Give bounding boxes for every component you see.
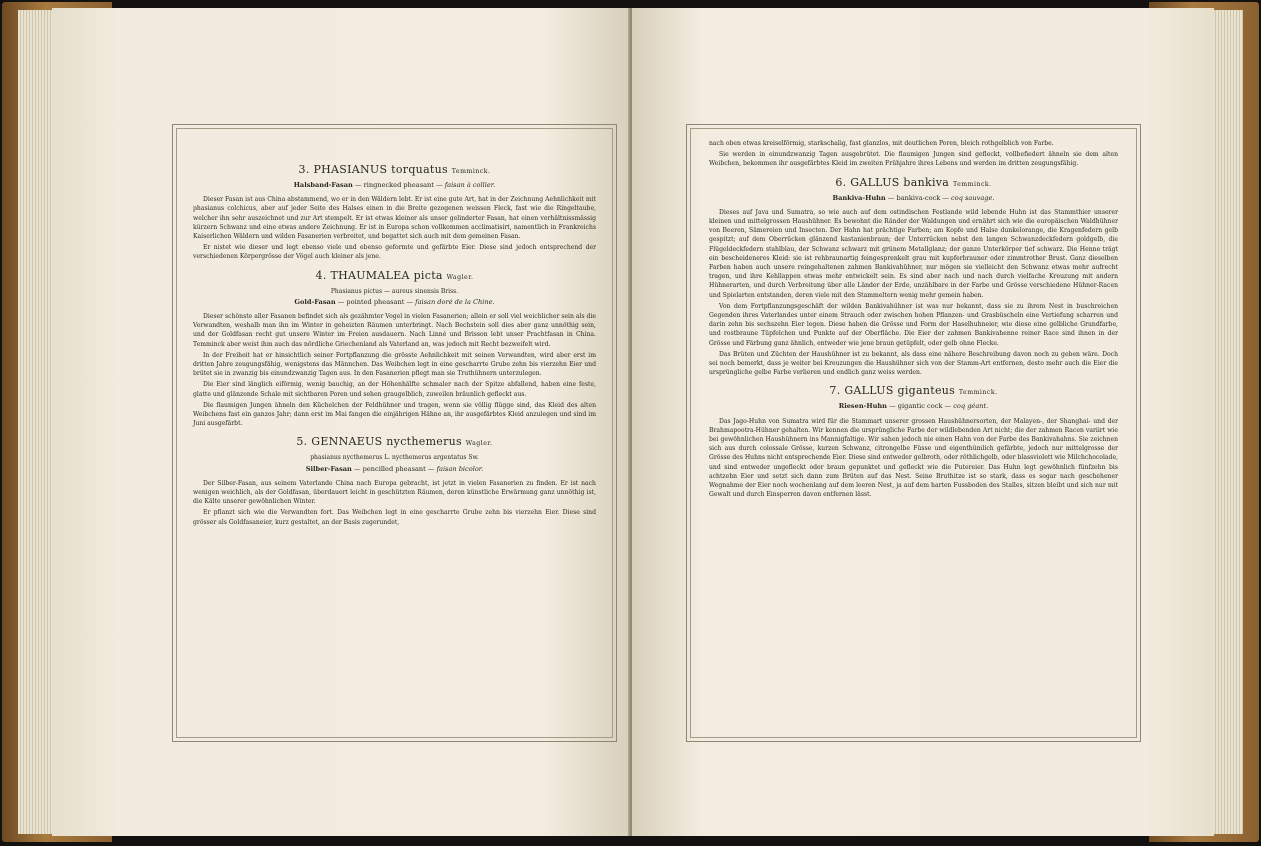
body-paragraph: Dieser schönste aller Fasanen befindet sich als gezähmter Vogel in vielen Fasanerien; allein er soll viel weichlicher sein als die Verwandten, weshalb man ihn im Winter in geheizten Räumen unterbringt. Nach Bechstein soll dies aber ganz unnöthig sein, und der Goldfasan recht gut unsere Winter im Freien ausdauern. Nach Linné und Brisson lebt unser Prachtfasan in China. Temminck aber weist ihm auch das nördliche Griechenland als Vaterland an, was jedoch mit Recht bezweifelt wird. [193, 313, 596, 348]
body-paragraph: Der Silber-Fasan, aus seinem Vaterlande China nach Europa gebracht, ist jetzt in vielen Fasanerien zu finden. Er ist nach wenigen weichlich, als der Goldfasan, überdauert leicht in geschützten Räumen, deren künstliche Erwärmung ganz unnöthig ist, die Kälte unserer gewöhnlichen Winter. [193, 479, 596, 506]
species-epithet: torquatus [391, 163, 448, 176]
english-name: bankiva-cock [896, 193, 941, 202]
german-name: Silber-Fasan [305, 464, 352, 473]
french-name: coq sauvage. [951, 193, 995, 202]
body-paragraph: nach oben etwas kreiselförmig, starkschalig, fast glanzlos, mit deutlichen Poren, bleich rothgelblich von Farbe. [709, 140, 1054, 147]
species-number: 4. [315, 268, 327, 282]
species-heading [193, 163, 596, 179]
body-paragraph: Dieser Fasan ist aus China abstammend, wo er in den Wäldern lebt. Er ist eine gute Art, hat in der Zeichnung Aehnlichkeit mit phasianus colchicus, aber auf jeder Seite des Halses einen in die Breite gezogenen weissen Fleck, fast wie die Ringeltaube, welcher ihn sehr auszeichnet und zur Art stempelt. Er ist etwas kleiner als unser gelinderter Fasan, hat einen verhältnissmässig kürzern Schwanz und eine etwas andere Zeichnung. Er ist in Europa schon vollkommen acclimatisirt, namentlich in Frankreichs Kaiserlichen Wäldern und wilden Fasanerien verbreitet, und begattet sich auch mit dem gemeinen Fasan. [193, 196, 596, 241]
species-genus: GALLUS [850, 175, 900, 189]
species-synonym: Phasianus pictus — aureus sinensis Briss. [330, 287, 459, 295]
common-names: Halsband-Fasan — ringnecked pheasant — faisan à collier. [293, 181, 496, 189]
right-page [632, 8, 1214, 836]
species-author: Wagler. [465, 440, 493, 448]
species-heading [193, 269, 596, 285]
species-section [193, 269, 596, 429]
common-names: Riesen-Huhn — gigantic cock — coq géant. [838, 402, 989, 411]
species-epithet: giganteus [897, 384, 956, 398]
species-author: Wagler. [446, 273, 474, 281]
german-name: Gold-Fasan [294, 297, 336, 306]
common-names: Bankiva-Huhn — bankiva-cock — coq sauvage. [832, 193, 995, 202]
species-number: 6. [835, 175, 847, 189]
species-genus: GENNAEUS [311, 435, 383, 449]
species-number: 3. [298, 163, 310, 176]
left-page-frame [172, 124, 617, 742]
species-genus: GALLUS [844, 384, 894, 398]
body-paragraph: Dieses auf Java und Sumatra, so wie auch auf dem ostindischen Festlande wild lebende Huhn ist das Stammthier unserer kleinen und mittelgrossen Haushühner. Es bewohnt die Ränder der Waldungen und ernährt sich wie die europäischen Waldhühner von Beeren, Sämereien und Insecten. Der Hahn hat prächtige Farben; am Kopfe und Halse dunkelorange, die Kragenfedern gelb gespitzt; auf dem Oberrücken glänzend kastanienbraun; der Unterrücken nebst den langen Schwanzdeckfedern goldgelb, die Flügeldeckfedern stahlblau, der Schwanz schwarz mit grünem Metallglanz; der ganze Unterkörper tief schwarz. Die Henne trägt ein bescheideneres Kleid: sie ist rehbraunartig feingesprenkelt grau mit kupferbrauner oder zimmtrother Brust. Ganz dieselben Farben haben auch unsere reingehaltenen zahmen Bankivahühner, nur mögen sie vielleicht den Schwanz etwas mehr aufrecht tragen, und ihre Kehllappen etwas mehr entwickelt sein. Es sind aber nach und nach durch vielfache Kreuzung mit andern Hühnerarten, und durch Verbreitung über alle Länder der Erde, unzählbare in der Farbe und Grösse verschiedene Hühner-Racen und Spielarten entstanden, deren viele mit den Stammeltern wenig mehr gemein haben. [709, 208, 1118, 299]
species-genus: THAUMALEA [330, 268, 410, 282]
english-name: pointed pheasant [346, 297, 405, 306]
french-name: faisan doré de la Chine. [415, 297, 495, 306]
species-section [193, 163, 596, 262]
right-page-frame [686, 124, 1141, 742]
left-page [52, 8, 630, 836]
species-heading [709, 384, 1118, 400]
german-name: Bankiva-Huhn [832, 193, 886, 202]
species-author: Temminck. [952, 180, 992, 188]
body-paragraph: Das Brüten und Züchten der Haushühner ist zu bekannt, als dass eine nähere Beschreibung davon noch zu geben wäre. Doch sei noch bemerkt, dass je weiter bei Kreuzungen die Haushühner sich von der Stamm-Art entfernen, desto mehr auch die Eier die ursprüngliche gelbe Farbe verlieren und endlich ganz weiss werden. [709, 350, 1118, 377]
body-paragraph: Sie werden in einundzwanzig Tagen ausgebrütet. Die flaumigen Jungen sind gefleckt, vollbefiedert ähneln sie dem alten Weibchen, bekommen ihr ausgefärbtes Kleid im zweiten Frühjahre ihres Lebens und werden im dritten zeugungsfähig. [709, 151, 1118, 168]
species-heading [193, 435, 596, 451]
species-epithet: bankiva [903, 175, 950, 189]
body-paragraph: Von dem Fortpflanzungsgeschäft der wilden Bankivahühner ist was nur bekannt, dass sie zu ihrem Nest in buschreichen Gegenden ihres Vaterlandes unter einem Strauch oder zwischen hohen Pflanzen- und Grasbüscheln eine Vertiefung scharren und darin zehn bis sechszehn Eier legen. Diese haben die Grösse und Form der Haselhuhneier, wie diese eine gelbliche Grundfarbe, und rostbraune Tüpfelchen und Punkte auf der Oberfläche. Die Eier der zahmen Bankivahenne reiner Race sind ihnen in der Grösse und Färbung ganz ähnlich, entweder wie jene braun getüpfelt, oder gelb ohne Flecke. [709, 302, 1118, 347]
german-name: Halsband-Fasan [293, 181, 353, 189]
english-name: gigantic cock [897, 402, 943, 411]
right-page-text [709, 139, 1118, 502]
common-names: Gold-Fasan — pointed pheasant — faisan doré de la Chine. [294, 297, 495, 306]
species-synonym: phasianus nycthemerus L. nycthemerus argentatus Sw. [310, 454, 479, 462]
english-name: ringnecked pheasant [363, 181, 434, 189]
english-name: pencilled pheasant [362, 464, 426, 473]
species-section [709, 384, 1118, 499]
left-page-text [193, 163, 596, 529]
species-number: 7. [829, 384, 841, 398]
species-author: Temminck. [451, 168, 491, 175]
body-paragraph: Er nistet wie dieser und legt ebenso viele und ebenso geformte und gefärbte Eier. Diese sind jedoch entsprechend der verschiedenen Körpergrösse der Vögel auch kleiner als jene. [193, 244, 596, 261]
body-paragraph: Die Eier sind länglich eiförmig, wenig bauchig, an der Höhenhälfte schmaler nach der Spitze abfallend, haben eine feste, glatte und glänzende Schale mit sichtbaren Poren und sehen graugelblich, zuweilen bräunlich gefleckt aus. [193, 381, 596, 398]
species-epithet: nycthemerus [386, 435, 462, 449]
species-epithet: picta [413, 268, 443, 282]
french-name: faisan à collier. [444, 181, 496, 189]
species-genus: PHASIANUS [313, 163, 388, 176]
species-number: 5. [296, 435, 308, 449]
body-paragraph: Das Jago-Huhn von Sumatra wird für die Stammart unserer grossen Haushühnersorten, der Malayen-, der Shanghai- und der Brahmapootra-Hühner gehalten. Wir kennen die ursprüngliche Farbe der wildlebenden Art nicht; die der zahmen Racen variirt wie bei gewöhnlichen Haushühnern ins Mannigfaltige. Wir sahen jedoch nie einen Hahn von der Farbe des Bankivahahns. Sie zeichnen sich aus durch colossale Grösse, kurzen Schwanz, citrongelbe Füsse und eigenthümlich gefärbte, jedoch nur mittelgrosse der Grösse des Huhns nicht entsprechende Eier. Diese sind entweder gelbroth, oder röthlichgelb, oder blassviolett wie Milchchocolade, und sind entweder ungefleckt oder braun gepunktet und gefleckt wie die Putereier. Das Huhn legt gewöhnlich fünfzehn bis achtzehn Eier und setzt sich dann zum Brüten auf das Nest. Seine Bruthitze ist so stark, dass es sogar nach geschehener Wegnahme der Eier noch wochenlang auf dem leeren Nest, ja auf dem harten Fussboden des Stalles, sitzen bleibt und sich nur mit Gewalt und durch Einsperren davon entfernen lässt. [709, 417, 1118, 499]
body-paragraph: Die flaumigen Jungen ähneln den Küchelchen der Feldhühner und tragen, wenn sie völlig flügge sind, das Kleid des alten Weibchens fast ein ganzes Jahr; dann erst im Mai fangen die einjährigen Hähne an, ihr ausgefärbtes Kleid anzulegen und sind im Juni ausgefärbt. [193, 401, 596, 428]
species-section [709, 176, 1118, 378]
body-paragraph: Er pflanzt sich wie die Verwandten fort. Das Weibchen legt in eine gescharrte Grube zehn bis vierzehn Eier. Diese sind grösser als Goldfasaneier, kurz gestaltet, an der Basis zugerundet, [193, 509, 596, 526]
french-name: coq géant. [953, 402, 989, 411]
species-section [193, 435, 596, 526]
common-names: Silber-Fasan — pencilled pheasant — faisan bicolor. [305, 464, 484, 473]
species-author: Temminck. [958, 389, 998, 397]
body-paragraph: In der Freiheit hat er hinsichtlich seiner Fortpflanzung die grösste Aehnlichkeit mit seinen Verwandten, wird aber erst im dritten Jahre zeugungsfähig, wenigstens das Männchen. Das Weibchen legt in eine gescharrte Grube zehn bis vierzehn Eier und brütet sie in zwanzig bis einundzwanzig Tagen aus. In den Fasanerien pflegt man sie Truthühnern unterzulegen. [193, 351, 596, 378]
german-name: Riesen-Huhn [838, 402, 887, 411]
french-name: faisan bicolor. [436, 464, 484, 473]
species-heading [709, 176, 1118, 192]
